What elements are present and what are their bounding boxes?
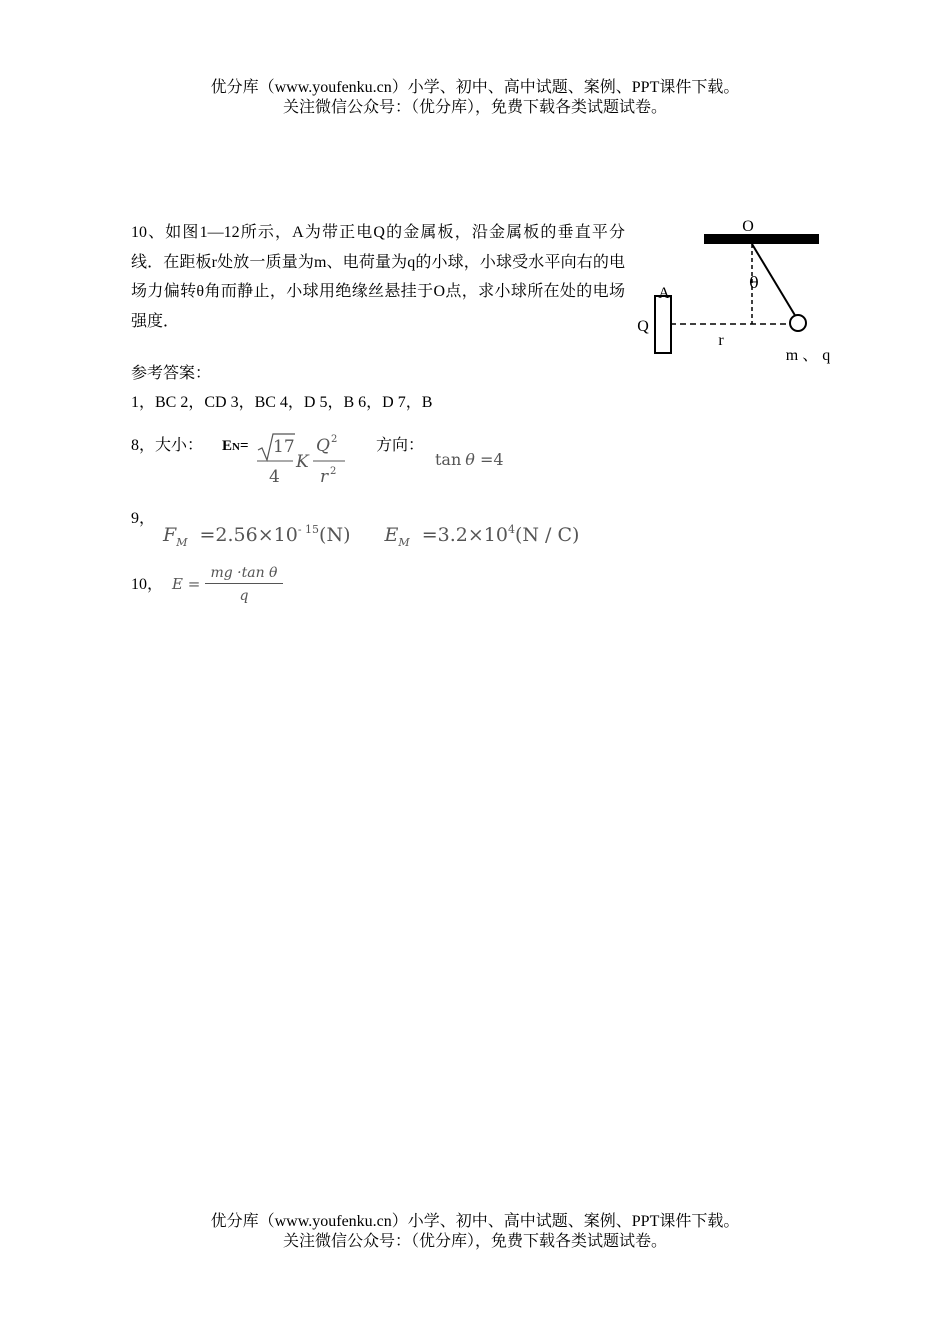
answers-title: 参考答案： [131,365,212,382]
label-m-q: m 、 q [785,347,831,364]
answer-9-formula [163,518,579,555]
answer-8-en-sub: N [232,441,240,453]
f-unit: (N) [319,524,351,546]
direction-value: =4 [474,450,504,469]
answer-10-label: 10， [131,576,164,593]
answer-10-e [172,574,200,594]
answer-8-en-eq: = [239,438,249,454]
answer-8-direction-formula [435,450,504,470]
answers-1-7: 1，BC 2，CD 3，BC 4，D 5，B 6，D 7，B [131,394,433,411]
header-line-2: 关注微信公众号：（优分库），免费下载各类试题试卷。 [282,99,667,116]
answer-10-fraction [205,563,283,608]
r-exponent: 2 [330,466,337,477]
e-symbol: E [384,524,399,546]
q-symbol: Q [316,436,330,456]
ball [790,315,806,331]
q-exponent: 2 [331,434,338,445]
answer-10-numerator: mg ·tan θ [205,563,283,584]
label-o: O [742,218,754,235]
label-a: A [658,285,670,302]
r-symbol: r [320,467,329,487]
pendulum-diagram [630,212,850,372]
f-subscript: M [176,536,188,549]
theta-symbol: θ [465,450,475,469]
e-unit: (N / C) [514,524,580,546]
tan-text: tan [435,450,462,469]
label-q: Q [637,318,649,335]
e-subscript: M [398,536,410,549]
header-line-1: 优分库（www.youfenku.cn）小学、初中、高中试题、案例、PPT课件下载。 [210,79,740,96]
answer-8-en-symbol: E [222,438,233,454]
answer-8-direction-label: 方向： [376,437,425,454]
answer-8-formula [255,430,350,488]
answer-8-en [222,437,249,456]
f-symbol: F [163,524,177,546]
k-symbol: K [296,452,309,472]
equals-10: = [182,575,201,593]
f-exponent: - 15 [297,523,320,536]
denominator-4: 4 [269,467,280,487]
answer-9-label: 9， [131,510,156,527]
answer-10-denominator: q [239,588,249,604]
e-value: =3.2×10 [415,524,508,546]
label-r: r [718,332,724,349]
e-exponent: 4 [507,523,515,536]
question-10-text: 10、如图1—12所示，A为带正电Q的金属板，沿金属板的垂直平分线．在距板r处放一质量为m、电荷量为q的小球，小球受水平向右的电场力偏转θ角而静止，小球用绝缘丝悬挂于O点，求小球所在处的电场强度． [131,224,625,330]
e-symbol-10: E [172,575,183,593]
footer-line-2: 关注微信公众号：（优分库），免费下载各类试题试卷。 [282,1233,667,1250]
footer-line-1: 优分库（www.youfenku.cn）小学、初中、高中试题、案例、PPT课件下载。 [210,1213,740,1230]
f-value: =2.56×10 [193,524,298,546]
sqrt-value: 17 [273,437,295,457]
metal-plate [655,296,671,353]
ceiling-bar [704,234,819,244]
answer-8-label: 8，大小： [131,437,204,454]
label-theta: θ [749,273,759,292]
